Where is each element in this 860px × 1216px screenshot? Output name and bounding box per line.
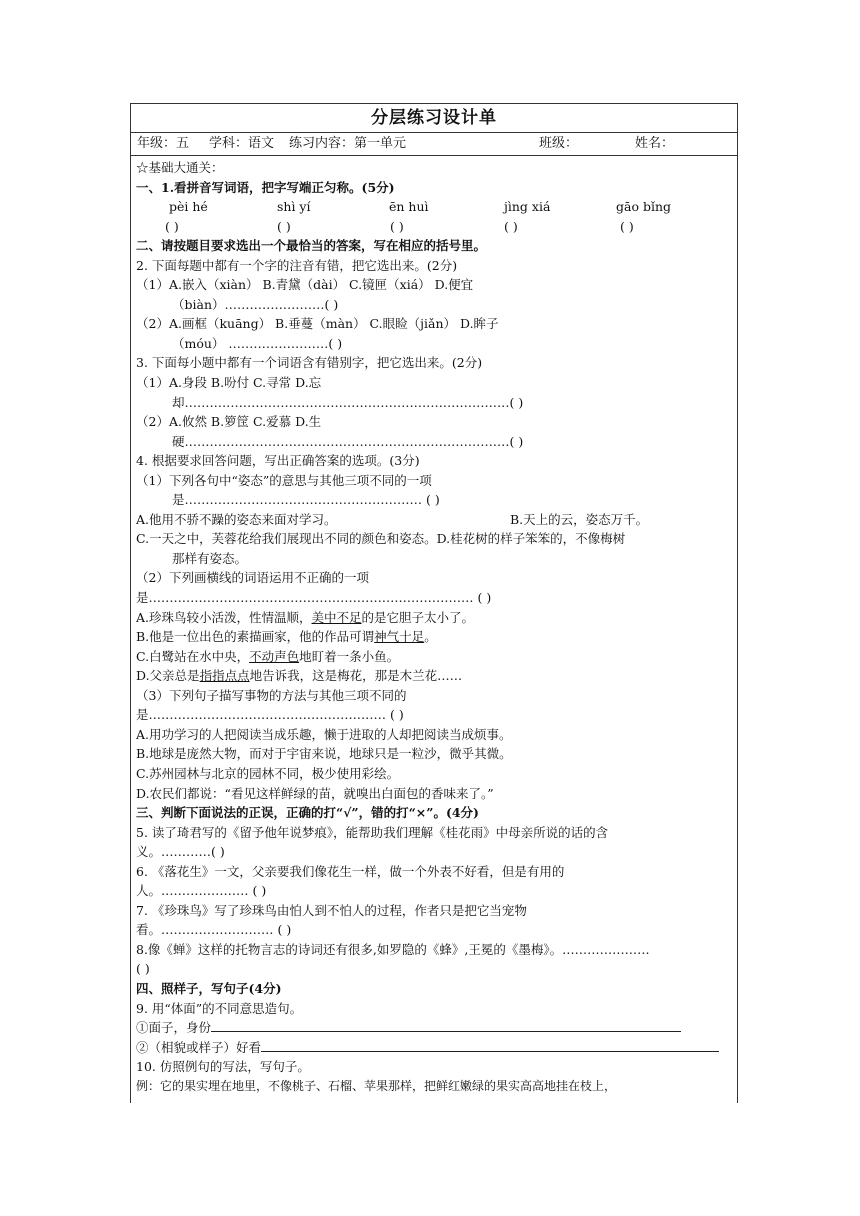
question-4-3-option-a: A.用功学习的人把阅读当成乐趣，懒于进取的人却把阅读当成烦事。 [136, 726, 512, 742]
pinyin-item: pèi hé [169, 199, 208, 215]
question-4-1-options-cd: C.一天之中，芙蓉花给我们展现出不同的颜色和姿态。D.桂花树的样子笨笨的，不像梅树 [136, 531, 626, 547]
question-8-answer: ( ) [136, 961, 150, 977]
worksheet-table [130, 103, 738, 1103]
underlined-word: 不动声色 [249, 648, 300, 664]
question-4-2-option-b: B.他是一位出色的素描画家，他的作品可谓神气十足。 [136, 629, 437, 645]
name-label: 姓名： [635, 136, 675, 151]
answer-paren-row [136, 217, 734, 237]
info-row [131, 133, 737, 156]
question-4-1-options-ab [136, 510, 734, 530]
write-line[interactable] [211, 1018, 681, 1032]
pinyin-row [136, 197, 734, 217]
class-label: 班级： [539, 136, 579, 151]
question-3: 3. 下面每小题中都有一个词语含有错别字，把它选出来。(2分) [136, 355, 483, 371]
grade-label: 年级：五 [137, 136, 190, 151]
exercise-content [131, 156, 737, 1096]
answer-blank[interactable]: ( ) [504, 218, 518, 234]
question-4-1-answer: 是………………………………………………… ( ) [172, 492, 440, 508]
question-2-2-answer: （móu） ……………………( ) [172, 335, 343, 351]
underlined-word: 神气十足 [374, 629, 425, 645]
question-3-1-answer: 却……………………………………………………………………( ) [172, 394, 524, 410]
subject-label: 学科：语文 [209, 136, 275, 151]
question-2-1-options: （1）A.嵌入（xiàn） B.青黛（dài） C.镜匣（xiá） D.便宜 [136, 277, 474, 293]
pinyin-item: jìng xiá [504, 199, 551, 215]
question-10-example: 例：它的果实埋在地里，不像桃子、石榴、苹果那样，把鲜红嫩绿的果实高高地挂在枝上， [136, 1078, 617, 1093]
exercise-content-label: 练习内容：第一单元 [289, 136, 407, 151]
question-4-1-stem: （1）下列各句中“姿态”的意思与其他三项不同的一项 [136, 472, 432, 488]
section-4-heading: 四、照样子，写句子(4分) [136, 980, 282, 996]
question-4-2-option-c: C.白鹭站在水中央，不动声色地盯着一条小鱼。 [136, 648, 400, 664]
answer-blank[interactable]: ( ) [390, 218, 404, 234]
option-a: A.他用不骄不躁的姿态来面对学习。 [136, 511, 337, 527]
question-7-answer: 看。……………………… ( ) [136, 922, 292, 938]
question-9-2: ②（相貌或样子）好看 [136, 1038, 734, 1058]
question-3-2-options: （2）A.攸然 B.箩筐 C.爱慕 D.生 [136, 414, 322, 430]
question-2-2-options: （2）A.画框（kuāng） B.垂蔓（màn） C.眼睑（jiǎn） D.眸子 [136, 316, 499, 332]
question-4-2-option-d: D.父亲总是指指点点地告诉我，这是梅花，那是木兰花…… [136, 668, 463, 684]
pinyin-item: ēn huì [389, 199, 429, 215]
question-4-3-option-b: B.地球是庞然大物，而对于宇宙来说，地球只是一粒沙，微乎其微。 [136, 746, 512, 762]
answer-blank[interactable]: ( ) [620, 218, 634, 234]
question-5-answer: 义。…………( ) [136, 844, 225, 860]
underlined-word: 指指点点 [199, 668, 250, 684]
question-4-2-option-a: A.珍珠鸟较小活泼，性情温顺，美中不足的是它胆子太小了。 [136, 609, 475, 625]
pinyin-item: shì yí [277, 199, 311, 215]
question-4-3-option-c: C.苏州园林与北京的园林不同，极少使用彩绘。 [136, 765, 400, 781]
question-2: 2. 下面每题中都有一个字的注音有错，把它选出来。(2分) [136, 257, 458, 273]
question-4-1-option-d-cont: 那样有姿态。 [172, 550, 248, 566]
question-6: 6. 《落花生》一文，父亲要我们像花生一样，做一个外表不好看，但是有用的 [136, 863, 565, 879]
question-2-1-answer: （biàn）……………………( ) [172, 296, 339, 312]
answer-blank[interactable]: ( ) [165, 218, 179, 234]
question-4: 4. 根据要求回答问题，写出正确答案的选项。(3分) [136, 453, 420, 469]
option-b: B.天上的云，姿态万千。 [510, 511, 649, 527]
question-9-1: ①面子，身份 [136, 1018, 734, 1038]
page-title: 分层练习设计单 [131, 104, 737, 133]
section-3-heading: 三、判断下面说法的正误，正确的打“√”，错的打“×”。(4分) [136, 805, 479, 821]
question-4-3-answer: 是………………………………………………… ( ) [136, 707, 404, 723]
question-6-answer: 人。………………… ( ) [136, 883, 267, 899]
question-3-1-options: （1）A.身段 B.吩付 C.寻常 D.忘 [136, 375, 322, 391]
question-4-2-stem: （2）下列画横线的词语运用不正确的一项 [136, 570, 369, 586]
question-7: 7. 《珍珠鸟》写了珍珠鸟由怕人到不怕人的过程，作者只是把它当宠物 [136, 902, 527, 918]
question-4-2-answer: 是…………………………………………………………………… ( ) [136, 590, 492, 606]
section-1-heading: 一、1.看拼音写词语，把字写端正匀称。(5分) [136, 179, 395, 195]
section-2-heading: 二、请按题目要求选出一个最恰当的答案，写在相应的括号里。 [136, 238, 487, 254]
answer-blank[interactable]: ( ) [277, 218, 291, 234]
question-10: 10. 仿照例句的写法，写句子。 [136, 1059, 310, 1075]
question-4-3-option-d: D.农民们都说：“看见这样鲜绿的苗，就嗅出白面包的香味来了。” [136, 785, 494, 801]
question-8: 8.像《蝉》这样的托物言志的诗词还有很多,如罗隐的《蜂》,王冕的《墨梅》。………………… [136, 941, 650, 957]
question-5: 5. 读了琦君写的《留予他年说梦痕》，能帮助我们理解《桂花雨》中母亲所说的话的含 [136, 824, 609, 840]
pinyin-item: gāo bǐng [616, 199, 672, 215]
question-3-2-answer: 硬……………………………………………………………………( ) [172, 433, 524, 449]
section-basic-label: ☆基础大通关： [136, 160, 224, 175]
question-9: 9. 用“体面”的不同意思造句。 [136, 1000, 303, 1016]
question-4-3-stem: （3）下列句子描写事物的方法与其他三项不同的 [136, 687, 407, 703]
underlined-word: 美中不足 [311, 609, 362, 625]
write-line[interactable] [261, 1038, 719, 1052]
